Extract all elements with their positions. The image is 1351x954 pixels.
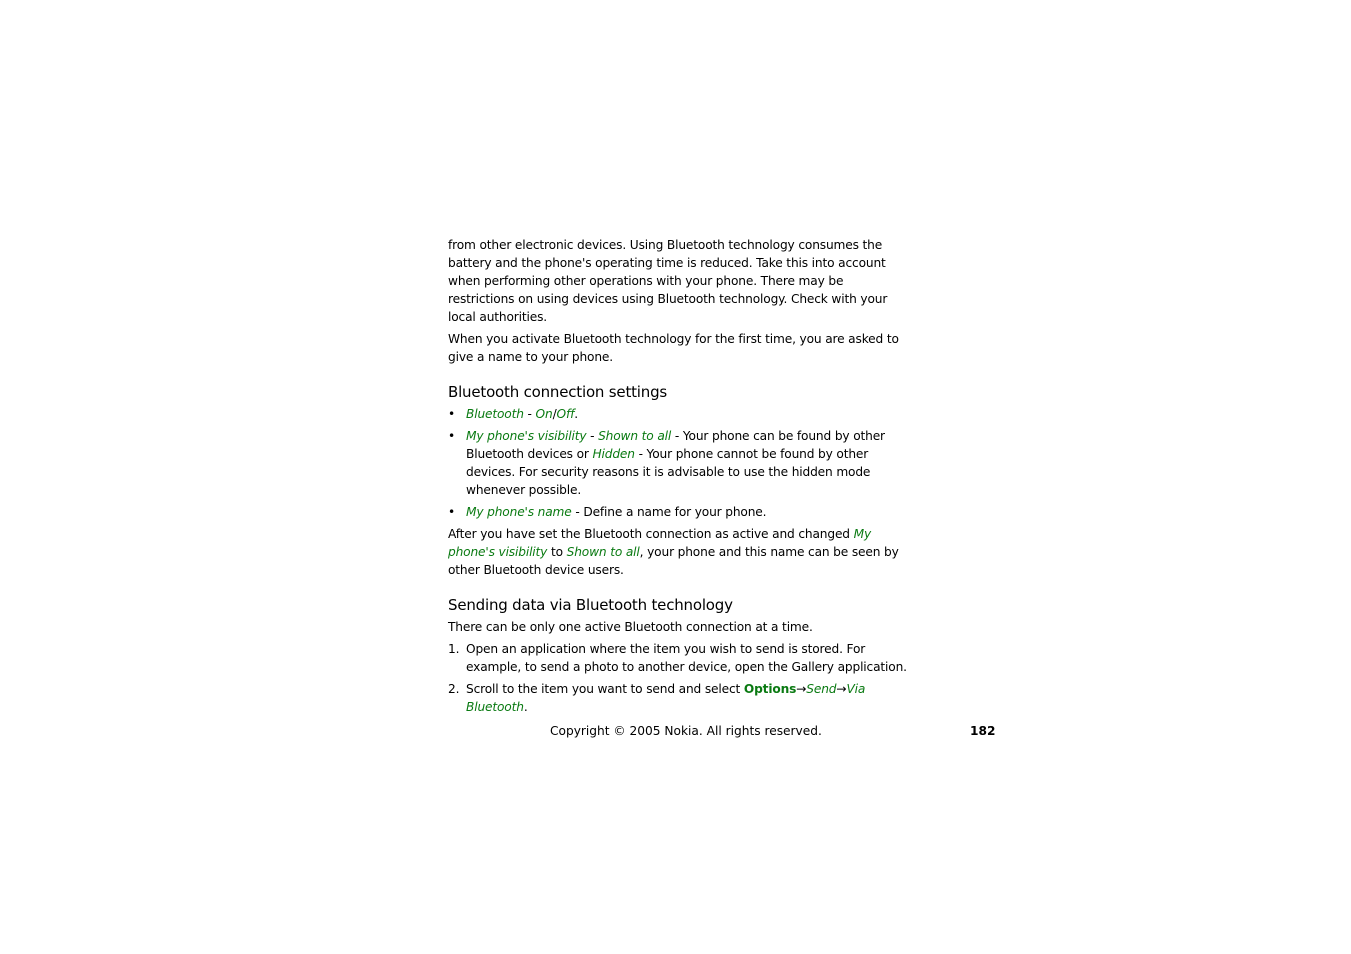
list-item-visibility <box>448 427 908 499</box>
setting-term-phone-name: My phone's name <box>466 505 572 519</box>
after-text-1: After you have set the Bluetooth connection as active and changed <box>448 527 854 541</box>
document-body <box>448 236 908 720</box>
phone-name-text: - Define a name for your phone. <box>571 505 767 519</box>
section-heading-connection-settings: Bluetooth connection settings <box>448 383 668 401</box>
visibility-text-2: - Your phone cannot be found by other devices. For security reasons it is advisable to use the hidden mode whenever possible. <box>466 447 871 497</box>
step-text: Scroll to the item you want to send and select <box>466 682 744 696</box>
bullet: • <box>448 429 456 443</box>
period: . <box>574 407 578 421</box>
bullet: • <box>448 407 456 421</box>
list-item-bluetooth <box>448 405 908 423</box>
bullet: • <box>448 505 456 519</box>
menu-via-bluetooth: Via Bluetooth <box>466 682 866 714</box>
menu-send: Send <box>806 682 837 696</box>
setting-term-bluetooth: Bluetooth <box>466 407 524 421</box>
dash: - <box>523 407 536 421</box>
page-number: 182 <box>970 724 996 738</box>
option-hidden: Hidden <box>592 447 635 461</box>
after-text-2: to <box>547 545 567 559</box>
step-text: Open an application where the item you wish to send is stored. For example, to send a photo to another device, open the Gallery application. <box>466 642 907 674</box>
numbered-step-1 <box>448 640 908 676</box>
step-number: 2. <box>448 682 460 696</box>
dash: - <box>586 429 599 443</box>
list-item-phone-name <box>448 503 908 521</box>
after-text-3: , your phone and this name can be seen by other Bluetooth device users. <box>448 545 899 577</box>
arrow-icon: → <box>796 682 807 696</box>
term-visibility: My phone's visibility <box>448 527 872 559</box>
option-on: On <box>535 407 553 421</box>
step-number: 1. <box>448 642 460 656</box>
option-off: Off <box>556 407 575 421</box>
after-setting-paragraph <box>448 525 908 579</box>
period: . <box>523 700 528 714</box>
setting-term-visibility: My phone's visibility <box>466 429 587 443</box>
menu-options: Options <box>743 682 797 696</box>
term-shown-to-all: Shown to all <box>566 545 640 559</box>
intro-paragraph: from other electronic devices. Using Bluetooth technology consumes the battery and the phone's operating time is reduced. Take this into account when performing other operations with your phone. There may be restrictions on using devices using Bluetooth technology. Check with your local authorities. <box>448 238 888 324</box>
single-connection-paragraph: There can be only one active Bluetooth connection at a time. <box>448 620 813 634</box>
option-shown-to-all: Shown to all <box>598 429 672 443</box>
arrow-icon: → <box>836 682 847 696</box>
section-heading-sending-data: Sending data via Bluetooth technology <box>448 596 733 614</box>
copyright-notice: Copyright © 2005 Nokia. All rights reserved. <box>550 724 822 738</box>
separator: / <box>552 407 557 421</box>
visibility-text-1: - Your phone can be found by other Bluetooth devices or <box>466 429 885 461</box>
first-activation-paragraph: When you activate Bluetooth technology for the first time, you are asked to give a name to your phone. <box>448 332 899 364</box>
numbered-step-2 <box>448 680 908 716</box>
